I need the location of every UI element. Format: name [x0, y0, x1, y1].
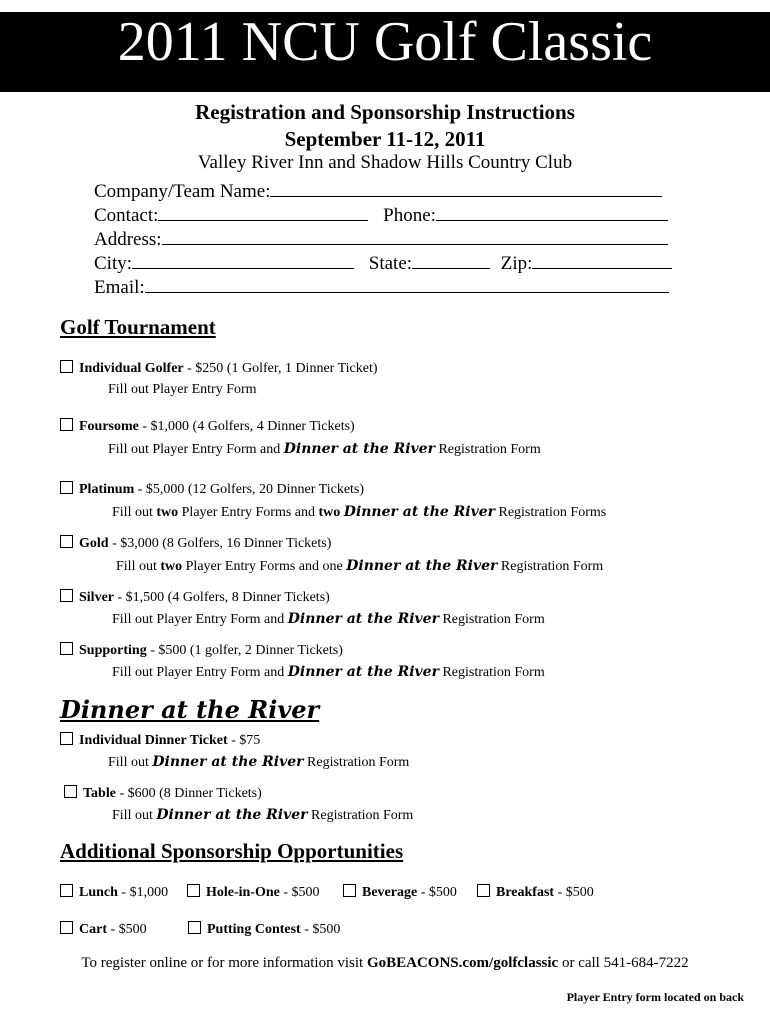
- company-field[interactable]: [270, 180, 662, 197]
- company-row: [94, 180, 662, 203]
- golf-heading: Golf Tournament: [60, 315, 216, 339]
- state-field[interactable]: [412, 252, 490, 269]
- item-name: Individual Golfer: [79, 361, 184, 376]
- instr-script: Dinner at the River: [287, 664, 439, 680]
- dinner-heading: Dinner at the River: [60, 695, 320, 724]
- item-desc: - $3,000 (8 Golfers, 16 Dinner Tickets): [108, 536, 332, 551]
- item-price: - $500: [279, 885, 320, 900]
- contact-field[interactable]: [158, 204, 368, 221]
- item-name: Silver: [79, 590, 114, 605]
- instr-bold: two: [160, 559, 183, 574]
- dinner-item-individual[interactable]: [60, 732, 260, 749]
- checkbox[interactable]: [187, 884, 200, 897]
- golf-item-gold[interactable]: [60, 535, 331, 552]
- item-desc: - $500 (1 golfer, 2 Dinner Tickets): [146, 643, 343, 658]
- item-price: - $500: [554, 885, 594, 900]
- item-desc: - $1,500 (4 Golfers, 8 Dinner Tickets): [114, 590, 330, 605]
- additional-heading: Additional Sponsorship Opportunities: [60, 839, 404, 863]
- dinner-instr-individual: [108, 754, 409, 771]
- item-name: Individual Dinner Ticket: [79, 733, 228, 748]
- item-name: Breakfast: [496, 885, 555, 900]
- golf-instr-gold: [116, 558, 603, 575]
- item-name: Lunch: [79, 885, 118, 900]
- checkbox[interactable]: [64, 785, 77, 798]
- instr-script: Dinner at the River: [156, 807, 308, 823]
- checkbox[interactable]: [60, 642, 73, 655]
- addl-item-breakfast[interactable]: [477, 884, 594, 901]
- city-label: City:: [94, 253, 133, 274]
- page-title: 2011 NCU Golf Classic: [117, 11, 653, 73]
- checkbox[interactable]: [188, 921, 201, 934]
- instr-text: Fill out: [116, 559, 161, 574]
- zip-label: Zip:: [500, 253, 533, 274]
- golf-instr-foursome: [108, 441, 541, 458]
- event-date: September 11-12, 2011: [284, 127, 486, 151]
- item-desc: - $1,000 (4 Golfers, 4 Dinner Tickets): [138, 419, 355, 434]
- city-row: [94, 252, 672, 275]
- item-name: Gold: [79, 536, 109, 551]
- item-name: Foursome: [79, 419, 139, 434]
- item-name: Hole-in-One: [206, 885, 280, 900]
- phone-label: Phone:: [383, 205, 436, 226]
- golf-item-silver[interactable]: [60, 589, 330, 606]
- instr-text: Registration Form: [307, 808, 414, 823]
- address-field[interactable]: [162, 228, 668, 245]
- item-desc: - $75: [227, 733, 261, 748]
- instr-text: Fill out Player Entry Form and: [108, 442, 284, 457]
- instr-text: Registration Forms: [494, 505, 607, 520]
- email-label: Email:: [94, 277, 145, 298]
- checkbox[interactable]: [60, 418, 73, 431]
- dinner-instr-table: [112, 807, 413, 824]
- item-price: - $500: [300, 922, 341, 937]
- checkbox[interactable]: [60, 884, 73, 897]
- checkbox[interactable]: [60, 481, 73, 494]
- footer-info: [0, 954, 770, 972]
- phone-field[interactable]: [436, 204, 668, 221]
- footer-text: To register online or for more information visit: [81, 955, 367, 971]
- item-desc: - $600 (8 Dinner Tickets): [115, 786, 262, 801]
- item-name: Cart: [79, 922, 107, 937]
- instr-text: Registration Form: [434, 442, 541, 457]
- addl-item-putting-contest[interactable]: [188, 921, 340, 938]
- instr-text: Registration Form: [303, 755, 410, 770]
- instr-text: Player Entry Forms and: [178, 505, 319, 520]
- golf-item-individual[interactable]: [60, 360, 378, 377]
- instr-bold: two: [318, 505, 341, 520]
- instr-text: Fill out: [112, 808, 157, 823]
- item-price: - $500: [417, 885, 457, 900]
- golf-instr-supporting: [112, 664, 545, 681]
- item-price: - $1,000: [117, 885, 169, 900]
- checkbox[interactable]: [343, 884, 356, 897]
- checkbox[interactable]: [60, 535, 73, 548]
- address-label: Address:: [94, 229, 162, 250]
- checkbox[interactable]: [60, 589, 73, 602]
- addl-item-hole-in-one[interactable]: [187, 884, 320, 901]
- checkbox[interactable]: [60, 732, 73, 745]
- item-name: Beverage: [362, 885, 418, 900]
- addl-item-lunch[interactable]: [60, 884, 168, 901]
- item-name: Table: [83, 786, 116, 801]
- instr-text: Fill out Player Entry Form and: [112, 612, 288, 627]
- item-name: Putting Contest: [207, 922, 301, 937]
- instr-script: Dinner at the River: [287, 611, 439, 627]
- golf-item-platinum[interactable]: [60, 481, 364, 498]
- contact-row: [94, 204, 668, 227]
- addl-item-cart[interactable]: [60, 921, 147, 938]
- website-link[interactable]: GoBEACONS.com/golfclassic: [366, 955, 559, 971]
- instr-script: Dinner at the River: [283, 441, 435, 457]
- back-note: Player Entry form located on back: [566, 990, 744, 1004]
- email-row: [94, 276, 669, 299]
- instr-script: Dinner at the River: [346, 558, 498, 574]
- golf-item-supporting[interactable]: [60, 642, 343, 659]
- zip-field[interactable]: [532, 252, 672, 269]
- checkbox[interactable]: [60, 360, 73, 373]
- instr-text: Registration Form: [497, 559, 604, 574]
- instr-script: Dinner at the River: [343, 504, 495, 520]
- email-field[interactable]: [145, 276, 669, 293]
- state-label: State:: [368, 253, 413, 274]
- instr-text: Fill out: [108, 755, 153, 770]
- item-desc: - $5,000 (12 Golfers, 20 Dinner Tickets): [134, 482, 365, 497]
- item-desc: - $250 (1 Golfer, 1 Dinner Ticket): [183, 361, 378, 376]
- item-price: - $500: [107, 922, 147, 937]
- address-row: [94, 228, 668, 251]
- instr-bold: two: [156, 505, 179, 520]
- company-label: Company/Team Name:: [94, 181, 271, 202]
- instr-text: Fill out Player Entry Form and: [112, 665, 288, 680]
- golf-instr-silver: [112, 611, 545, 628]
- instr-text: Registration Form: [438, 665, 545, 680]
- subtitle: Registration and Sponsorship Instructions: [195, 100, 575, 124]
- golf-instr-platinum: [112, 504, 606, 521]
- footer-text: or call 541-684-7222: [558, 955, 689, 971]
- item-name: Platinum: [79, 482, 135, 497]
- instr-text: Player Entry Forms and one: [182, 559, 347, 574]
- dinner-item-table[interactable]: [64, 785, 262, 802]
- checkbox[interactable]: [60, 921, 73, 934]
- venue: Valley River Inn and Shadow Hills Country Club: [197, 152, 573, 173]
- golf-instr-individual: Fill out Player Entry Form: [108, 382, 257, 397]
- instr-text: Registration Form: [438, 612, 545, 627]
- instr-text: Fill out: [112, 505, 157, 520]
- city-field[interactable]: [132, 252, 354, 269]
- item-name: Supporting: [79, 643, 147, 658]
- addl-item-beverage[interactable]: [343, 884, 457, 901]
- instr-script: Dinner at the River: [152, 754, 304, 770]
- checkbox[interactable]: [477, 884, 490, 897]
- contact-label: Contact:: [94, 205, 159, 226]
- golf-item-foursome[interactable]: [60, 418, 355, 435]
